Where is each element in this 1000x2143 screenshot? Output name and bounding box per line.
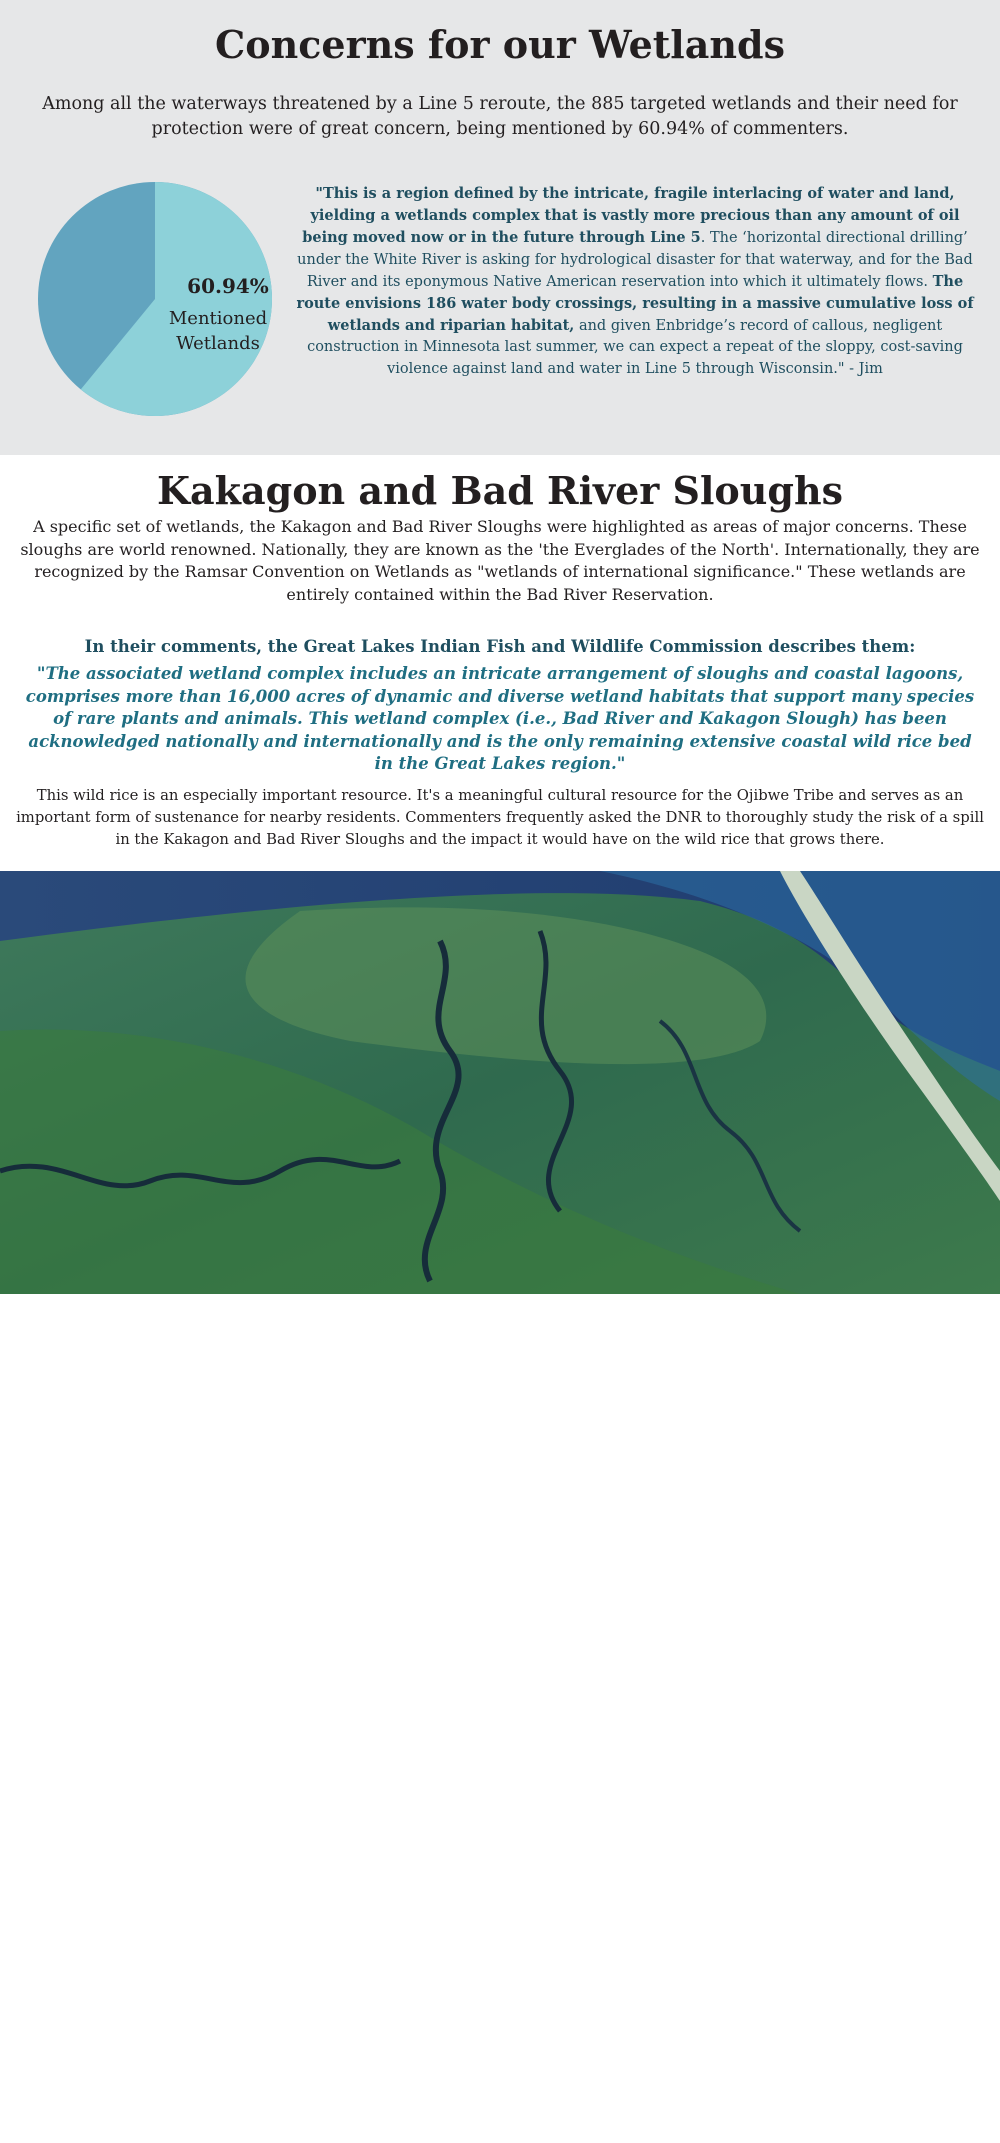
glifwc-heading: In their comments, the Great Lakes Indian Fish and Wildlife Commission describes them:	[84, 637, 916, 656]
aerial-photo	[0, 871, 1000, 2140]
quote-bold-1: "This is a region defined by the intricate, fragile interlacing of water and land, yielding a wetlands complex that is vastly more precious than any amount of oil being moved now or in the future through Line 5	[302, 185, 960, 247]
intro-paragraph: Among all the waterways threatened by a Line 5 reroute, the 885 targeted wetlands and their need for protection were of great concern, being mentioned by 60.94% of commenters.	[42, 94, 958, 139]
aerial-photo-illustration	[0, 871, 1000, 1294]
page-title: Concerns for our Wetlands	[215, 22, 785, 67]
quote-plain-2: and given Enbridge’s record of callous, negligent construction in Minnesota last summer, we can expect a repeat of the sloppy, cost-saving violence against land and water in Line 5 through Wisconsin." - Jim	[307, 318, 963, 377]
pie-chart-svg	[38, 174, 272, 424]
pie-percent-label: 60.94%	[187, 274, 269, 298]
caption-credit: Photo credit: Jim Meeker / Ted Cline	[625, 2124, 895, 2140]
pie-chart	[38, 174, 272, 424]
photo-caption	[550, 2099, 970, 2143]
glifwc-quote: "The associated wetland complex includes an intricate arrangement of sloughs and coastal lagoons, comprises more than 16,000 acres of dynamic and diverse wetland habitats that support many species of rare plants and animals. This wetland complex (i.e., Bad River and Kakagon Slough) has been acknowledged nationally and internationally and is the only remaining extensive coastal wild rice bed in the Great Lakes region."	[25, 664, 975, 773]
sloughs-title: Kakagon and Bad River Sloughs	[157, 468, 843, 513]
quote-bold-2: The route envisions 186 water body crossings, resulting in a massive cumulative loss of wetlands and riparian habitat,	[296, 272, 974, 335]
wild-rice-paragraph: This wild rice is an especially important resource. It's a meaningful cultural resource for the Ojibwe Tribe and serves as an important form of sustenance for nearby residents. Commenters frequently asked the DNR to thoroughly study the risk of a spill in the Kakagon and Bad River Sloughs and the impact it would have on the wild rice that grows there.	[16, 787, 984, 848]
sloughs-paragraph: A specific set of wetlands, the Kakagon and Bad River Sloughs were highlighted as areas of major concerns. These sloughs are world renowned. Nationally, they are known as the 'the Everglades of the North'. Internationally, they are recognized by the Ramsar Convention on Wetlands as "wetlands of international significance." These wetlands are entirely contained within the Bad River Reservation.	[20, 517, 980, 604]
caption-title: The Kakagon-Bad River Slough Comples	[611, 2102, 909, 2118]
pie-category-label: Mentioned Wetlands	[168, 308, 268, 354]
quote-plain-1: . The ‘horizontal directional drilling’ under the White River is asking for hydrological disaster for that waterway, and for the Bad River and its eponymous Native American reservation into which it ultimately flows.	[297, 230, 973, 290]
commenter-quote	[290, 183, 980, 380]
